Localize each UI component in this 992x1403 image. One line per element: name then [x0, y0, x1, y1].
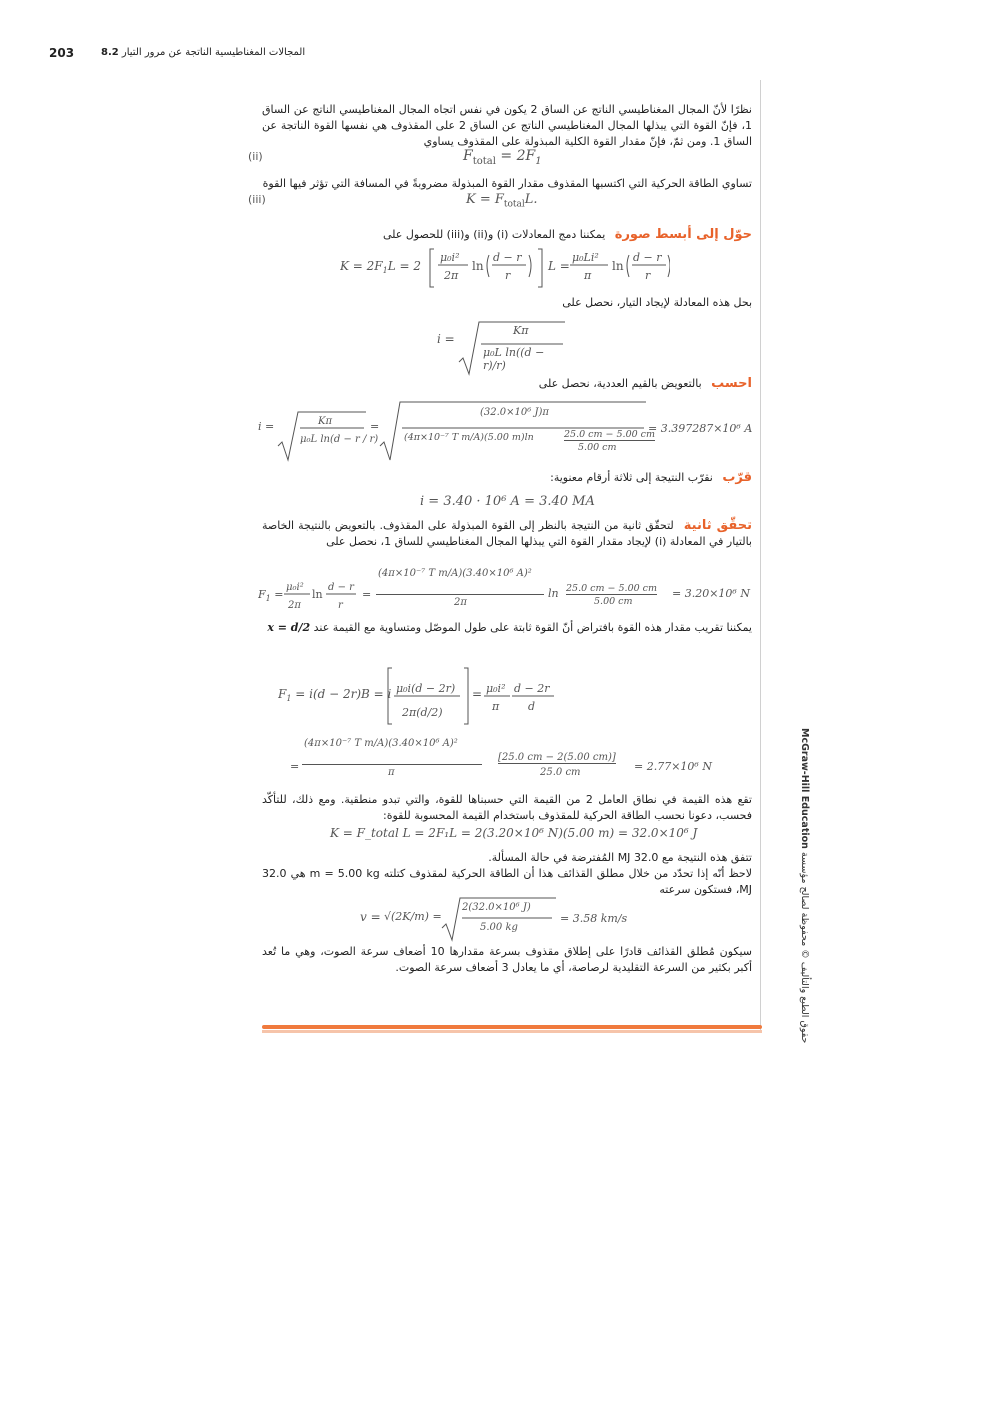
svg-text:μ₀i²: μ₀i²	[486, 682, 506, 695]
svg-text:μ₀i²: μ₀i²	[440, 251, 460, 264]
i-num-numerator: (32.0×10⁶ J)π	[480, 407, 549, 418]
i-lhs: i =	[437, 332, 455, 346]
check-step	[262, 518, 752, 550]
svg-text:2π: 2π	[444, 269, 459, 282]
svg-text:d − 2r: d − 2r	[514, 682, 550, 695]
equation-i-numeric	[258, 400, 758, 464]
section-title: المجالات المغناطيسية الناتجة عن مرور التيار	[121, 47, 306, 58]
equation-label: (ii)	[248, 150, 263, 163]
check-keyword: تحقّق ثانية	[683, 518, 753, 533]
simplify-keyword: حوّل إلى أبسط صورة	[614, 227, 752, 242]
svg-text:r: r	[645, 269, 651, 282]
svg-text:ln: ln	[312, 588, 323, 601]
i-num-ln-bottom: 5.00 cm	[578, 442, 617, 453]
i-num-denominator: (4π×10⁻⁷ T m/A)(5.00 m)ln	[404, 432, 534, 443]
eq-ii-rhs: = 2F	[495, 148, 536, 164]
svg-text:r: r	[505, 269, 511, 282]
equation-f1-approx	[278, 662, 578, 730]
equation-i-symbolic	[437, 318, 567, 378]
svg-text:ln: ln	[612, 259, 624, 273]
f1-den: 2π	[454, 597, 467, 608]
footer-accent-bar	[262, 1025, 762, 1029]
i-denominator: μ₀L ln((d − r)/r)	[483, 346, 545, 372]
copyright-text: حقوق الطبع والتأليف © محفوظة لصالح مؤسسة	[799, 851, 810, 1044]
equation-k-combined	[340, 243, 670, 293]
v-den: 5.00 kg	[480, 922, 518, 933]
svg-text:μ₀L ln(d − r / r): μ₀L ln(d − r / r)	[300, 434, 379, 445]
publisher-name: McGraw-Hill Education	[799, 728, 810, 849]
section-number: 8.2	[101, 47, 119, 58]
v-sym: √(2K/m) =	[384, 910, 442, 923]
paragraph-2: تساوي الطاقة الحركية التي اكتسبها المقذوف مقدار القوة المبذولة مضروبةً في المسافة التي تؤثر فيها القوة	[262, 177, 752, 190]
i-numerator: Kπ	[513, 324, 529, 337]
svg-text:F1 = i(d − 2r)B = i: $F_1 = i(d - 2r)B = i$	[278, 687, 392, 703]
svg-text:r: r	[338, 600, 343, 611]
v-num: 2(32.0×10⁶ J)	[462, 902, 531, 913]
f1-result: = 3.20×10⁶ N	[672, 587, 750, 600]
footer-accent-shadow	[262, 1030, 762, 1033]
svg-text:π: π	[492, 700, 500, 713]
equation-ii	[248, 150, 758, 168]
svg-text:=: =	[370, 420, 380, 433]
equation-label: (iii)	[248, 193, 266, 206]
f1a-result: = 2.77×10⁶ N	[634, 760, 712, 773]
round-result: i = 3.40 · 10⁶ A = 3.40 MA	[420, 494, 595, 509]
svg-text:μ₀Li²: μ₀Li²	[572, 251, 599, 264]
copyright-sidebar	[799, 728, 832, 1044]
f1-ln-bottom: 5.00 cm	[594, 596, 633, 607]
equation-velocity	[360, 896, 660, 942]
svg-text:ln: ln	[472, 259, 484, 273]
calculate-keyword: احسب	[711, 376, 752, 391]
svg-text:L =: L =	[548, 259, 570, 273]
round-text: نقرّب النتيجة إلى ثلاثة أرقام معنوية:	[550, 471, 713, 484]
eq-iii-lhs: K = F	[466, 192, 504, 207]
svg-text:d: d	[528, 700, 536, 713]
paragraph-agree: تتفق هذه النتيجة مع 32.0 MJ المُفترضة في حالة المسألة.	[488, 851, 752, 864]
paragraph-1: نظرًا لأنّ المجال المغناطيسي الناتج عن الساق 2 يكون في نفس اتجاه المجال المغناطيسي الناتج عن الساق 1، فإنّ القوة التي يبذلها المجال المغناطيسي الناتج عن الساق 2 على المقذوف هي نفسها القوة الناتجة عن الساق 1. ومن ثمّ، فإنّ مقدار القوة الكلية المبذولة على المقذوف يساوي	[262, 103, 752, 148]
svg-text:=: =	[472, 687, 483, 701]
eq-ii-rhs-sub: 1	[535, 155, 542, 167]
equation-k-check: K = F_total L = 2F₁L = 2(3.20×10⁶ N)(5.00 m) = 32.0×10⁶ J	[330, 826, 698, 840]
eq-ii-sub: total	[472, 155, 496, 167]
paragraph-final: سيكون مُطلق القذائف قادرًا على إطلاق مقذوف بسرعة مقدارها 10 أضعاف سرعة الصوت، وهي ما تُعد أكبر بكثير من السرعة التقليدية لرصاصة، أي ما يعادل 3 أضعاف سرعة الصوت.	[262, 945, 752, 974]
simplify-text: يمكننا دمج المعادلات (i) و(ii) و(iii) للحصول على	[383, 228, 606, 241]
round-keyword: قرّب	[722, 470, 752, 485]
svg-text:F1 =: $F_1$ =	[258, 588, 284, 603]
eq-ii-lhs: F	[463, 148, 473, 164]
svg-text:Kπ: Kπ	[318, 416, 333, 427]
i-num-ln-top: 25.0 cm − 5.00 cm	[564, 429, 656, 440]
svg-text:K = 2F1L = 2: $K = 2F_1L = 2$	[340, 259, 421, 275]
v-lhs: v =	[360, 910, 381, 924]
svg-text:d − r: d − r	[633, 251, 662, 264]
calculate-step	[262, 376, 752, 392]
svg-text:2π(d/2): 2π(d/2)	[402, 706, 443, 719]
f1a-coef: (4π×10⁻⁷ T m/A)(3.40×10⁶ A)²	[304, 738, 458, 749]
v-result: = 3.58 km/s	[560, 912, 628, 925]
eq-iii-rhs: L.	[524, 192, 538, 207]
approx-text	[262, 620, 752, 636]
svg-text:π: π	[584, 269, 592, 282]
simplify-step	[262, 227, 752, 243]
equation-f1-approx-numeric: = (4π×10⁻⁷ T m/A)(3.40×10⁶ A)² π [25.0 cm − 2(5.00 cm)] 25.0 cm = 2.77×10⁶ N	[290, 738, 712, 778]
f1a-den: π	[388, 767, 395, 778]
i-num-result: = 3.397287×10⁶ A	[648, 422, 753, 435]
running-header	[95, 47, 305, 58]
svg-text:2π: 2π	[288, 600, 301, 611]
svg-text:=: =	[362, 588, 372, 601]
approx-x: x = d/2	[267, 621, 311, 634]
eq-iii-sub: total	[503, 199, 525, 210]
paragraph-note: لاحظ أنّه إذا تحدّد من خلال مطلق القذائف هذا أن الطاقة الحركية لمقذوف كتلته m = 5.00 kg هي 32.0 MJ، فستكون سرعته	[262, 867, 752, 896]
svg-text:d − r: d − r	[328, 582, 354, 593]
solve-text: بحل هذه المعادلة لإيجاد التيار، نحصل على	[562, 296, 752, 309]
equation-iii	[248, 193, 758, 211]
page-number: 203	[49, 46, 75, 60]
f1-coef: (4π×10⁻⁷ T m/A)(3.40×10⁶ A)²	[378, 568, 532, 579]
calculate-text: بالتعويض بالقيم العددية، نحصل على	[538, 377, 702, 390]
svg-text:d − r: d − r	[493, 251, 522, 264]
f1a-frac-bottom: 25.0 cm	[540, 767, 581, 778]
check-text: لتحقّق ثانية من النتيجة بالنظر إلى القوة المبذولة على المقذوف. بالتعويض بالنتيجة الخاصة بالتيار في المعادلة (i) لإيجاد مقدار القوة التي يبذلها المجال المغناطيسي للساق 1، نحصل على	[262, 519, 752, 548]
approx-sentence: يمكننا تقريب مقدار هذه القوة بافتراض أنّ القوة ثابتة على طول الموصّل ومتساوية مع القيمة عند	[313, 621, 752, 634]
margin-rule	[760, 80, 761, 1030]
svg-text:μ₀i²: μ₀i²	[286, 582, 304, 593]
f1a-frac-top: [25.0 cm − 2(5.00 cm)]	[498, 752, 616, 763]
paragraph-range: تقع هذه القيمة في نطاق العامل 2 من القيمة التي حسبناها للقوة، والتي تبدو منطقية. ومع ذلك، للتأكّد فحسب، دعونا نحسب الطاقة الحركية للمقذوف باستخدام القيمة المحسوبة للقوة:	[262, 793, 752, 822]
svg-text:μ₀i(d − 2r): μ₀i(d − 2r)	[396, 682, 456, 695]
round-step	[262, 470, 752, 486]
f1-ln-top: 25.0 cm − 5.00 cm	[566, 583, 658, 594]
svg-text:i =: i =	[258, 420, 275, 433]
equation-f1-numeric: $F_1$ = μ₀i² 2π ln d − r r = (4π×10⁻⁷ T m/A)(3.40×10⁶ A)² 2π ln 25.0 cm − 5.00 cm 5.00 cm = 3.20×10⁶ N	[258, 568, 750, 611]
